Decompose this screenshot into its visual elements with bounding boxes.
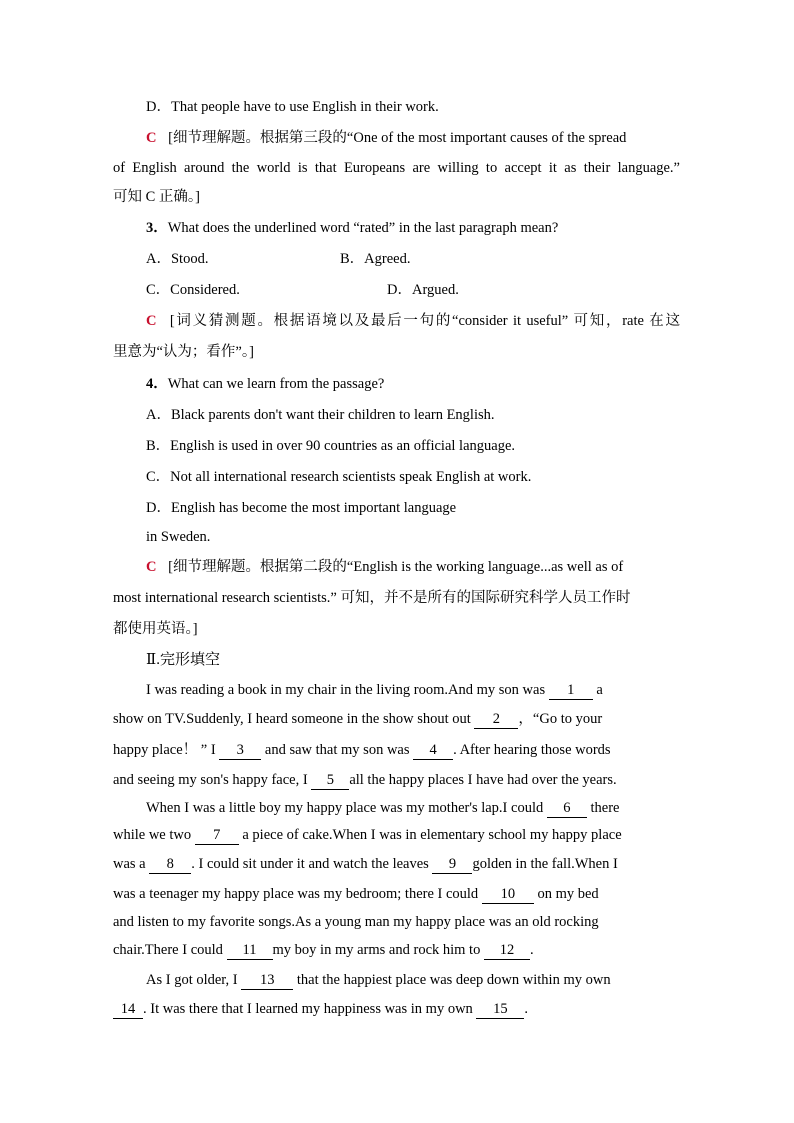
cloze-p2-line2 <box>113 825 622 845</box>
section-title: Ⅱ.完形填空 <box>146 652 220 668</box>
cloze-text: a <box>592 682 603 698</box>
cloze-text: there <box>586 800 620 816</box>
q3-option-a: A．Stood. <box>146 251 209 267</box>
q4-explanation-line2: most international research scientists.” 可知，并不是所有的国际研究科学人员工作时 <box>113 590 631 606</box>
blank-10[interactable]: 10 <box>482 886 534 904</box>
blank-9[interactable]: 9 <box>432 856 472 874</box>
cloze-p2-line3 <box>113 854 618 874</box>
cloze-text: my boy in my arms and rock him to <box>272 942 484 958</box>
q4-stem <box>146 374 384 394</box>
cloze-p3-line1 <box>146 970 611 990</box>
cloze-text: a piece of cake.When I was in elementary school my happy place <box>238 827 622 843</box>
q3-options-row1 <box>146 249 410 269</box>
cloze-p2-line6 <box>113 940 534 960</box>
q4-option-d-line2: in Sweden. <box>146 529 211 545</box>
cloze-text: that the happiest place was deep down within my own <box>293 972 611 988</box>
cloze-p2-line1 <box>146 798 619 818</box>
blank-15[interactable]: 15 <box>476 1001 524 1019</box>
q4-answer-line1 <box>146 557 680 577</box>
cloze-p1-line2 <box>113 709 602 729</box>
blank-12[interactable]: 12 <box>484 942 530 960</box>
q3-option-d: D．Argued. <box>387 282 459 298</box>
cloze-text: happy place！ ” I <box>113 742 220 758</box>
q4-explanation-line3: 都使用英语。] <box>113 621 198 637</box>
cloze-p1-line4 <box>113 770 617 790</box>
blank-14[interactable]: 14 <box>113 1001 143 1019</box>
cloze-p3-line2 <box>113 999 528 1019</box>
q4-option-a: A．Black parents don't want their children to learn English. <box>146 407 495 423</box>
q2-option-d: D．That people have to use English in their work. <box>146 99 439 115</box>
cloze-text: As I got older, I <box>146 972 242 988</box>
blank-1[interactable]: 1 <box>549 682 593 700</box>
q2-explanation-line1: [细节理解题。根据第三段的“One of the most important causes of the spread <box>168 130 627 146</box>
q3-answer-letter: C <box>146 313 157 329</box>
q3-stem <box>146 218 558 238</box>
q3-answer-line1 <box>146 311 680 331</box>
blank-11[interactable]: 11 <box>227 942 273 960</box>
blank-7[interactable]: 7 <box>195 827 239 845</box>
cloze-p1-line1 <box>146 680 603 700</box>
q4-stem-text: What can we learn from the passage? <box>167 376 385 392</box>
blank-4[interactable]: 4 <box>413 742 453 760</box>
cloze-text: . I could sit under it and watch the leaves <box>191 856 433 872</box>
cloze-text: while we two <box>113 827 195 843</box>
cloze-text: I was reading a book in my chair in the living room.And my son was <box>146 682 549 698</box>
cloze-p1-line3 <box>113 740 611 760</box>
blank-8[interactable]: 8 <box>149 856 191 874</box>
blank-5[interactable]: 5 <box>311 772 349 790</box>
q4-option-c: C．Not all international research scientists speak English at work. <box>146 469 532 485</box>
q4-explanation-line1: [细节理解题。根据第二段的“English is the working language...as well as of <box>168 559 624 575</box>
q3-options-row2 <box>146 280 459 300</box>
q3-number: 3． <box>146 220 168 236</box>
cloze-text: When I was a little boy my happy place was my mother's lap.I could <box>146 800 547 816</box>
q2-answer-line1 <box>146 128 680 148</box>
cloze-p2-line4 <box>113 884 599 904</box>
q4-answer-letter: C <box>146 559 157 575</box>
blank-13[interactable]: 13 <box>241 972 293 990</box>
q3-explanation-line2: 里意为“认为；看作”。] <box>113 344 254 360</box>
cloze-text: . <box>529 942 534 958</box>
q3-explanation-line1: [词义猜测题。根据语境以及最后一句的“consider it useful” 可知，rate 在这 <box>169 313 680 329</box>
cloze-text: golden in the fall.When I <box>472 856 618 872</box>
cloze-text: and saw that my son was <box>261 742 414 758</box>
cloze-text: was a teenager my happy place was my bedroom; there I could <box>113 886 482 902</box>
cloze-p2-line5: and listen to my favorite songs.As a young man my happy place was an old rocking <box>113 914 599 930</box>
blank-2[interactable]: 2 <box>474 711 518 729</box>
q3-stem-text: What does the underlined word “rated” in the last paragraph mean? <box>167 220 559 236</box>
cloze-text: show on TV.Suddenly, I heard someone in the show shout out <box>113 711 475 727</box>
q3-option-c: C．Considered. <box>146 282 240 298</box>
q2-answer-letter: C <box>146 130 157 146</box>
cloze-text: was a <box>113 856 150 872</box>
cloze-text: all the happy places I have had over the years. <box>349 772 617 788</box>
q4-number: 4． <box>146 376 168 392</box>
cloze-text: and seeing my son's happy face, I <box>113 772 312 788</box>
q2-explanation-line3: 可知 C 正确。] <box>113 189 200 205</box>
q4-option-d-line1: D．English has become the most important language <box>146 500 457 516</box>
blank-6[interactable]: 6 <box>547 800 587 818</box>
cloze-text: . After hearing those words <box>453 742 611 758</box>
q4-option-b: B．English is used in over 90 countries as an official language. <box>146 438 515 454</box>
cloze-text: ，“Go to your <box>518 711 603 727</box>
cloze-text: . It was there that I learned my happiness was in my own <box>143 1001 477 1017</box>
blank-3[interactable]: 3 <box>219 742 261 760</box>
q2-explanation-line2: of English around the world is that Europeans are willing to accept it as their language.” <box>113 160 680 176</box>
cloze-text: on my bed <box>533 886 599 902</box>
q3-option-b: B．Agreed. <box>340 251 411 267</box>
cloze-text: chair.There I could <box>113 942 227 958</box>
cloze-text: . <box>524 1001 529 1017</box>
